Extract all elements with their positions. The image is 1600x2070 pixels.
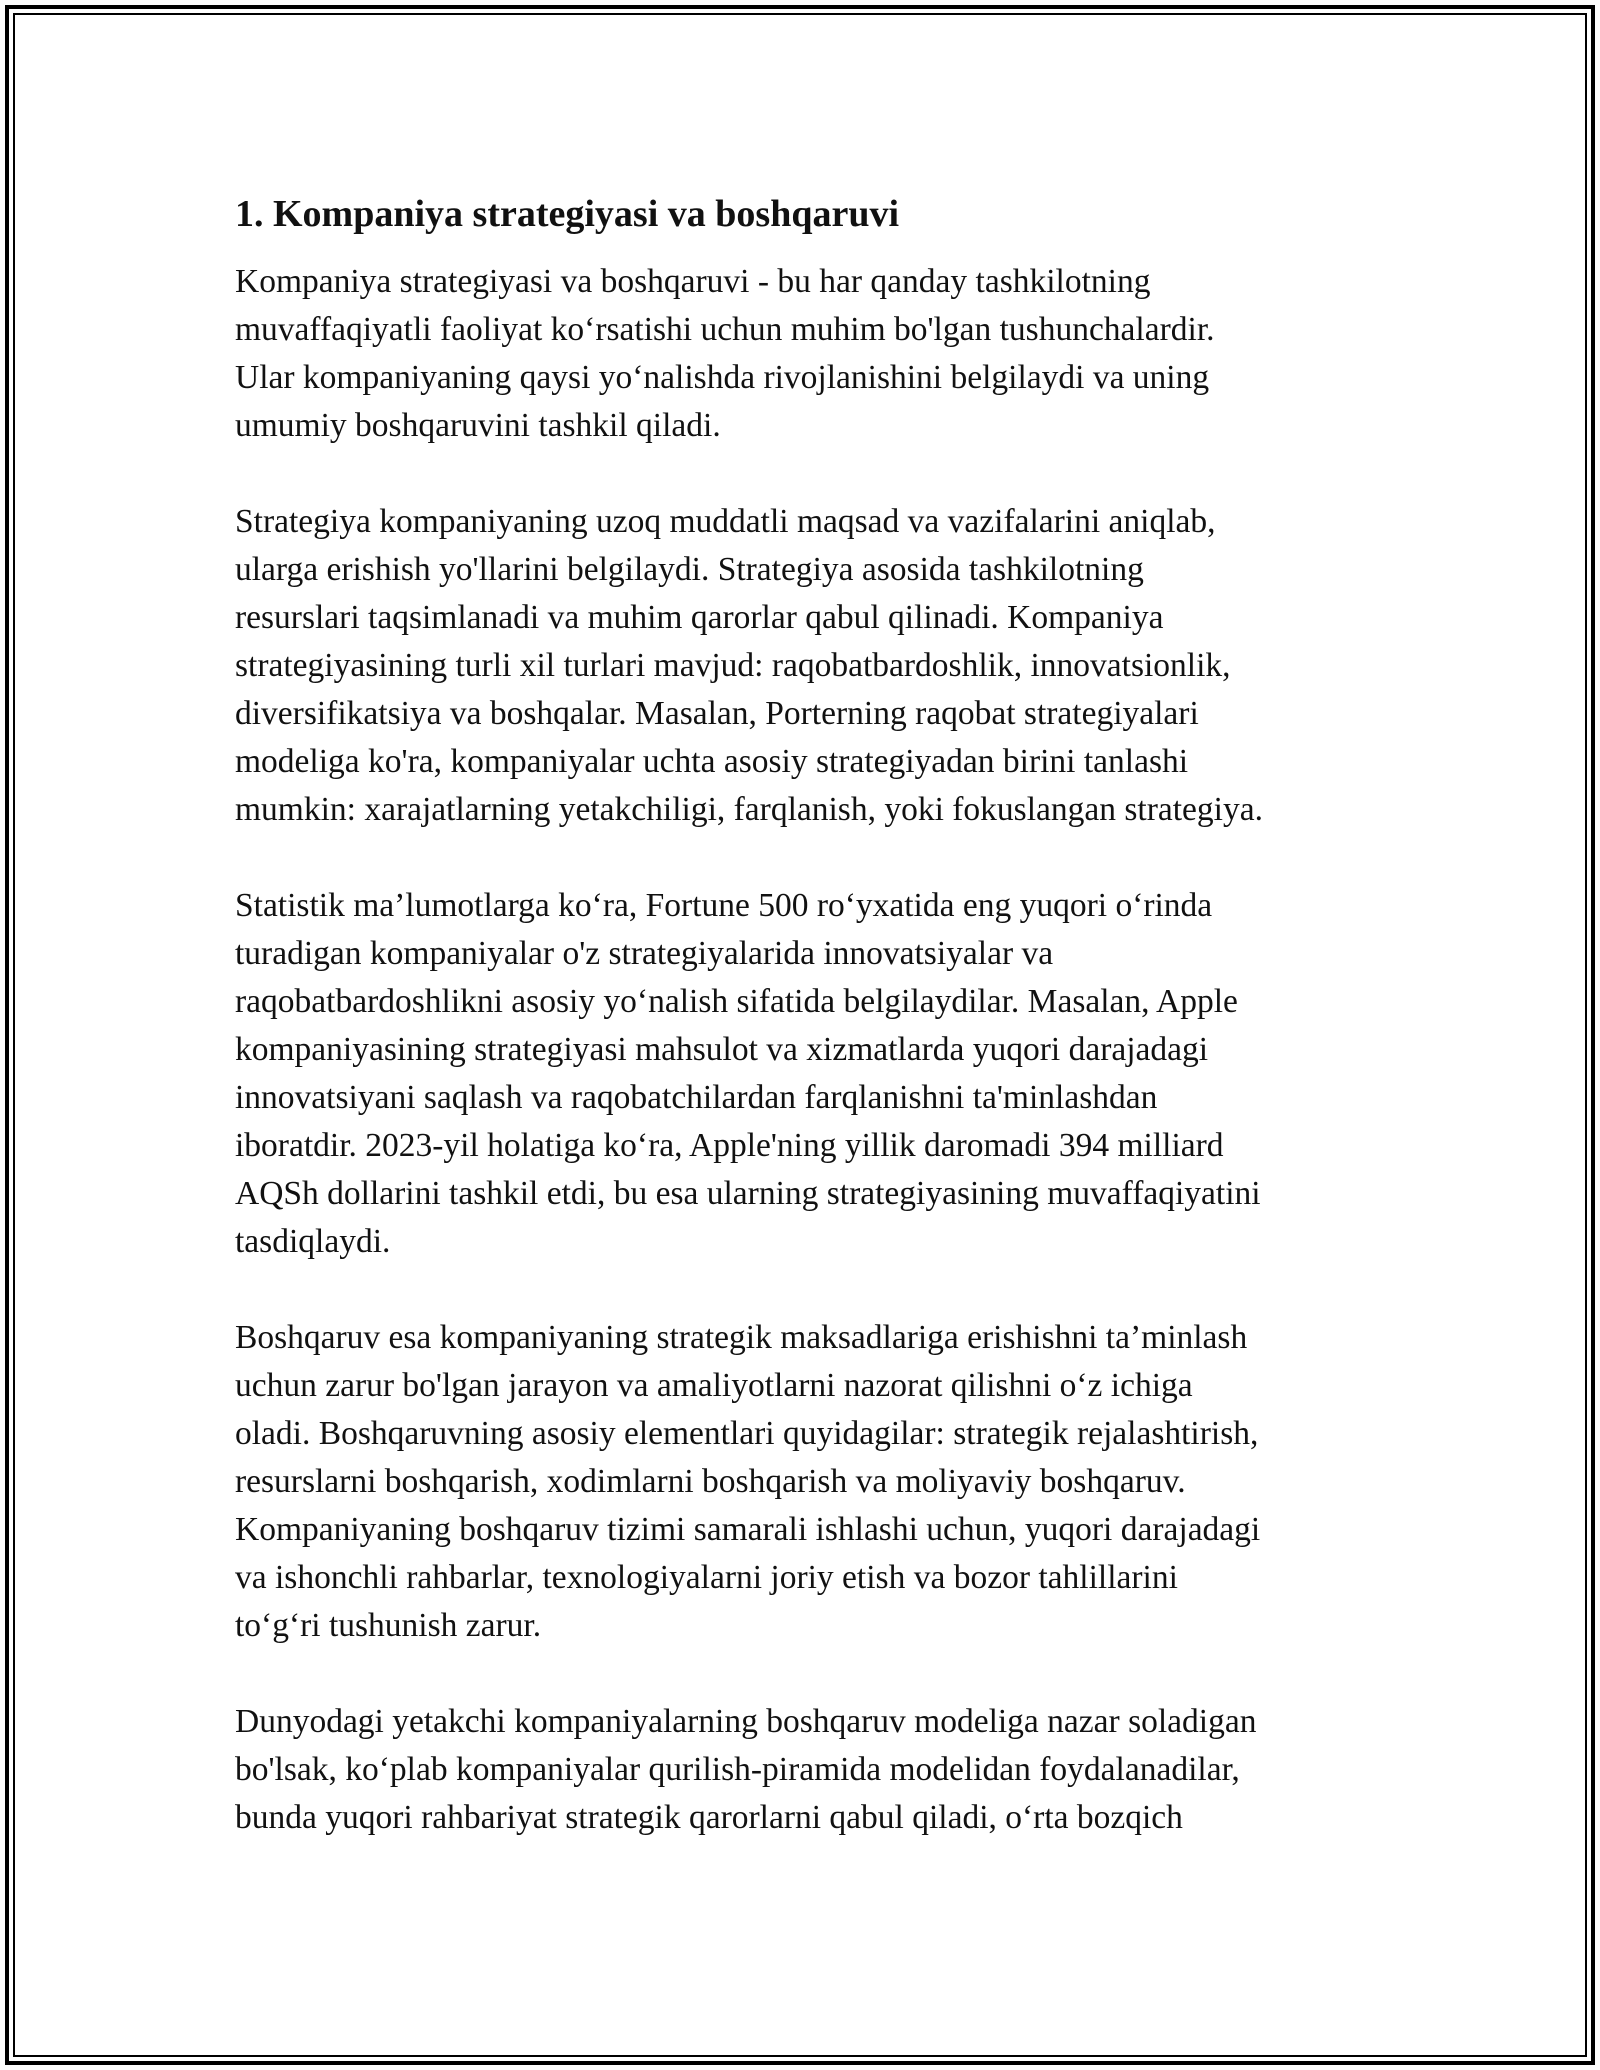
- section-heading: 1. Kompaniya strategiyasi va boshqaruvi: [235, 193, 900, 235]
- paragraph-statistics: Statistik ma’lumotlarga ko‘ra, Fortune 500 ro‘yxatida eng yuqori o‘rinda turadigan kompaniyalar o'z strategiyalarida innovatsiyalar va raqobatbardoshlikni asosiy yo‘nalish sifatida belgilaydilar. Masalan, Apple kompaniyasining strategiyasi mahsulot va xizmatlarda yuqori darajadagi innovatsiyani saqlash va raqobatchilardan farqlanishni ta'minlashdan iboratdir. 2023-yil holatiga ko‘ra, Apple'ning yillik daromadi 394 milliard AQSh dollarini tashkil etdi, bu esa ularning strategiyasining muvaffaqiyatini tasdiqlaydi.: [235, 887, 1261, 1260]
- document-body: [235, 186, 1365, 1890]
- paragraph-leading-companies: Dunyodagi yetakchi kompaniyalarning boshqaruv modeliga nazar soladigan bo'lsak, ko‘plab kompaniyalar qurilish-piramida modelidan foydalanadilar, bunda yuqori rahbariyat strategik qarorlarni qabul qiladi, o‘rta bozqich: [235, 1703, 1257, 1836]
- paragraph-intro: Kompaniya strategiyasi va boshqaruvi - bu har qanday tashkilotning muvaffaqiyatli faoliyat ko‘rsatishi uchun muhim bo'lgan tushunchalardir. Ular kompaniyaning qaysi yo‘nalishda rivojlanishini belgilaydi va uning umumiy boshqaruvini tashkil qiladi.: [235, 263, 1215, 444]
- paragraph-management: Boshqaruv esa kompaniyaning strategik maksadlariga erishishni ta’minlash uchun zarur bo'lgan jarayon va amaliyotlarni nazorat qilishni o‘z ichiga oladi. Boshqaruvning asosiy elementlari quyidagilar: strategik rejalashtirish, resurslarni boshqarish, xodimlarni boshqarish va moliyaviy boshqaruv. Kompaniyaning boshqaruv tizimi samarali ishlashi uchun, yuqori darajadagi va ishonchli rahbarlar, texnologiyalarni joriy etish va bozor tahlillarini to‘g‘ri tushunish zarur.: [235, 1319, 1261, 1644]
- paragraph-strategy: Strategiya kompaniyaning uzoq muddatli maqsad va vazifalarini aniqlab, ularga erishish yo'llarini belgilaydi. Strategiya asosida tashkilotning resurslari taqsimlanadi va muhim qarorlar qabul qilinadi. Kompaniya strategiyasining turli xil turlari mavjud: raqobatbardoshlik, innovatsionlik, diversifikatsiya va boshqalar. Masalan, Porterning raqobat strategiyalari modeliga ko'ra, kompaniyalar uchta asosiy strategiyadan birini tanlashi mumkin: xarajatlarning yetakchiligi, farqlanish, yoki fokuslangan strategiya.: [235, 503, 1263, 828]
